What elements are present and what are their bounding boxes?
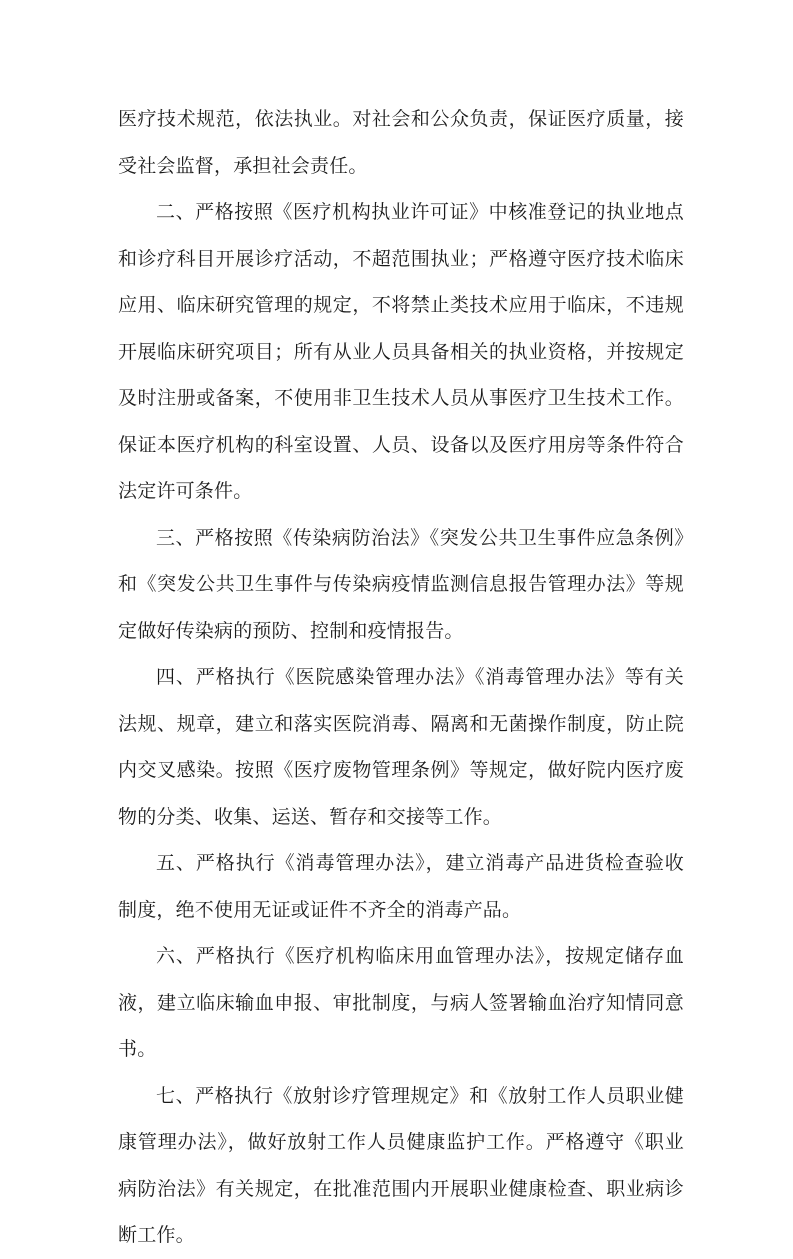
paragraph-item-3: 三、严格按照《传染病防治法》《突发公共卫生事件应急条例》和《突发公共卫生事件与传染病疫情监测信息报告管理办法》等规定做好传染病的预防、控制和疫情报告。 [118, 526, 684, 642]
paragraph-item-2: 二、严格按照《医疗机构执业许可证》中核准登记的执业地点和诊疗科目开展诊疗活动，不超范围执业；严格遵守医疗技术临床应用、临床研究管理的规定，不将禁止类技术应用于临床，不违规开展临床研究项目；所有从业人员具备相关的执业资格，并按规定及时注册或备案，不使用非卫生技术人员从事医疗卫生技术工作。保证本医疗机构的科室设置、人员、设备以及医疗用房等条件符合法定许可条件。 [118, 201, 684, 502]
paragraph-item-6: 六、严格执行《医疗机构临床用血管理办法》，按规定储存血液，建立临床输血申报、审批制度，与病人签署输血治疗知情同意书。 [118, 945, 684, 1060]
paragraph-continuation: 医疗技术规范，依法执业。对社会和公众负责，保证医疗质量，接受社会监督，承担社会责任。 [118, 108, 684, 177]
paragraph-item-5: 五、严格执行《消毒管理办法》，建立消毒产品进货检查验收制度，绝不使用无证或证件不齐全的消毒产品。 [118, 852, 684, 921]
document-body [118, 96, 684, 1259]
paragraph-item-7: 七、严格执行《放射诊疗管理规定》和《放射工作人员职业健康管理办法》，做好放射工作人员健康监护工作。严格遵守《职业病防治法》有关规定，在批准范围内开展职业健康检查、职业病诊断工作。 [118, 1084, 684, 1246]
paragraph-item-4: 四、严格执行《医院感染管理办法》《消毒管理办法》等有关法规、规章，建立和落实医院消毒、隔离和无菌操作制度，防止院内交叉感染。按照《医疗废物管理条例》等规定，做好院内医疗废物的分类、收集、运送、暂存和交接等工作。 [118, 666, 684, 828]
